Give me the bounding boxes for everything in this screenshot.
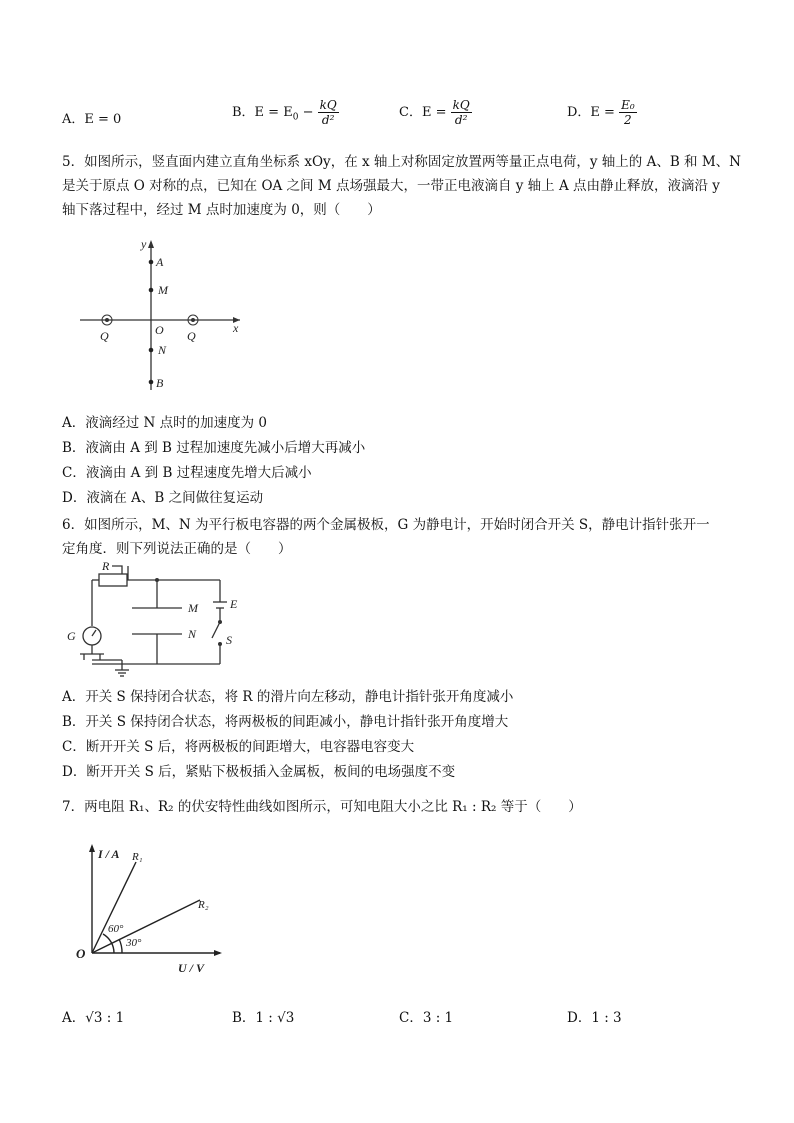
q5-label-b: B bbox=[156, 376, 164, 390]
q7-option-d: D．1 : 3 bbox=[567, 1010, 622, 1026]
q5-label-q-right: Q bbox=[187, 329, 196, 343]
q4-option-b-fraction: $\frac{kQ}{\text{d²}}$ bbox=[319, 98, 337, 127]
q7-option-c: C．3 : 1 bbox=[399, 1010, 454, 1026]
q5-stem-line3: 轴下落过程中，经过 M 点时加速度为 0，则（ ） bbox=[62, 202, 381, 218]
q6-circuit-figure bbox=[62, 560, 262, 680]
q5-stem-line2: 是关于原点 O 对称的点，已知在 OA 之间 M 点场强最大，一带正电液滴自 y 轴上 A 点由静止释放，液滴沿 y bbox=[62, 178, 720, 194]
q7-stem-line1: 7．两电阻 R₁、R₂ 的伏安特性曲线如图所示，可知电阻大小之比 R₁ : R₂ 等于（ ） bbox=[62, 799, 582, 815]
q4-option-c: C．E = $\frac{kQ}{\text{d²}}$ bbox=[399, 98, 470, 127]
q5-label-y: y bbox=[141, 237, 147, 251]
q5-label-o: O bbox=[155, 323, 164, 337]
q5-label-m: M bbox=[158, 283, 168, 297]
q4-option-d: D．E = $\frac{\text{E₀}}{2}$ bbox=[567, 98, 635, 127]
q7-label-angle-60: 60° bbox=[108, 923, 124, 935]
q4-option-b: B．$E = E_0$ − $\frac{kQ}{\text{d²}}$ bbox=[232, 98, 337, 127]
q7-label-angle-30: 30° bbox=[126, 937, 142, 949]
q6-label-s: S bbox=[226, 633, 232, 647]
q7-option-b: B．1 : √3 bbox=[232, 1010, 295, 1026]
q5-figure bbox=[75, 232, 255, 402]
q4-option-c-fraction: $\frac{kQ}{\text{d²}}$ bbox=[452, 98, 470, 127]
q4-option-d-fraction: $\frac{\text{E₀}}{2}$ bbox=[621, 98, 635, 127]
q6-option-a: A．开关 S 保持闭合状态，将 R 的滑片向左移动，静电计指针张开角度减小 bbox=[62, 689, 514, 705]
q7-label-r1: R₁ bbox=[132, 851, 143, 863]
q6-option-d: D．断开开关 S 后，紧贴下极板插入金属板，板间的电场强度不变 bbox=[62, 764, 456, 780]
q6-label-m: M bbox=[188, 601, 198, 615]
q5-option-c: C．液滴由 A 到 B 过程速度先增大后减小 bbox=[62, 465, 312, 481]
q4-option-a: A．E = 0 bbox=[62, 112, 122, 127]
q5-stem-line1: 5．如图所示，竖直面内建立直角坐标系 xOy，在 x 轴上对称固定放置两等量正点电荷，y 轴上的 A、B 和 M、N bbox=[62, 154, 741, 170]
q6-option-c: C．断开开关 S 后，将两极板的间距增大，电容器电容变大 bbox=[62, 739, 415, 755]
q5-label-q-left: Q bbox=[100, 329, 109, 343]
q7-label-r2: R₂ bbox=[198, 899, 209, 911]
q7-label-origin: O bbox=[76, 946, 86, 961]
q7-option-a: A．√3 : 1 bbox=[62, 1010, 125, 1026]
q6-label-n: N bbox=[188, 627, 197, 641]
q5-label-x: x bbox=[233, 321, 239, 335]
q5-option-a: A．液滴经过 N 点时的加速度为 0 bbox=[62, 415, 268, 431]
q6-label-g: G bbox=[67, 629, 76, 643]
q7-label-x-axis: U / V bbox=[178, 961, 205, 975]
q6-label-r: R bbox=[102, 560, 110, 573]
q6-stem-line2: 定角度．则下列说法正确的是（ ） bbox=[62, 541, 292, 557]
q6-label-e: E bbox=[230, 597, 238, 611]
q5-option-d: D．液滴在 A、B 之间做往复运动 bbox=[62, 490, 264, 506]
q6-stem-line1: 6．如图所示，M、N 为平行板电容器的两个金属极板，G 为静电计，开始时闭合开关 S，静电计指针张开一 bbox=[62, 517, 710, 533]
q7-label-y-axis: I / A bbox=[98, 847, 120, 861]
q5-label-n: N bbox=[158, 343, 167, 357]
q5-option-b: B．液滴由 A 到 B 过程加速度先减小后增大再减小 bbox=[62, 440, 366, 456]
q5-label-a: A bbox=[156, 255, 164, 269]
q6-option-b: B．开关 S 保持闭合状态，将两极板的间距减小，静电计指针张开角度增大 bbox=[62, 714, 509, 730]
q7-iv-graph bbox=[70, 838, 230, 978]
